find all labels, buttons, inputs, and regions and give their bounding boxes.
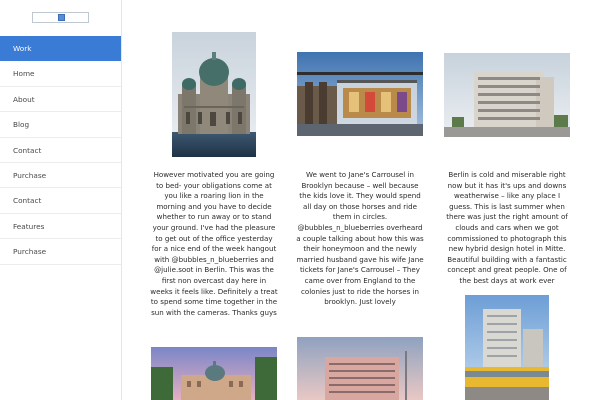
nav-item-blog[interactable]: Blog [0, 112, 121, 137]
photo-tower-tram[interactable] [465, 295, 549, 400]
sidebar [0, 0, 122, 400]
nav-item-work[interactable]: Work [0, 36, 121, 61]
post-caption-1: However motivated you are going to bed- your obligations come at you like a roaring lion in the morning and you have to decide whether to run away or to stand your ground. I've had the pleasure to get out of the office yesterday for a nice end of the week hangout with @bubbles_n_blueberries and @julie.soot in Berlin. This was the first non overcast day here in weeks it feels like. Definitely a treat to spend some time together in the sun with the cameras. Thanks guys [150, 170, 278, 317]
photo-hotel-building[interactable] [444, 53, 570, 137]
main-nav [0, 36, 121, 265]
nav-item-purchase[interactable]: Purchase [0, 163, 121, 188]
nav-item-contact[interactable]: Contact [0, 138, 121, 163]
photo-pink-building[interactable] [297, 337, 423, 400]
logo-icon [58, 14, 65, 21]
post-caption-3: Berlin is cold and miserable right now but it has it's ups and downs weatherwise – like any place I guess. This is last summer when there was just the right amount of clouds and cars when we got commissioned to photograph this new hybrid design hotel in Mitte. Beautiful building with a fantastic concept and great people. One of the best days at work ever [446, 170, 568, 285]
nav-item-purchase-2[interactable]: Purchase [0, 239, 121, 264]
site-logo[interactable] [32, 12, 89, 23]
photo-berlin-cathedral[interactable] [172, 32, 256, 157]
post-caption-2: We went to Jane's Carrousel in Brooklyn because – well because the kids love it. They would spend all day on those horses and ride them in circles. @bubbles_n_blueberries overheard a couple talking about how this was their honeymoon and the newly married husband gave his wife Jane tickets for Jane's Carrousel – They came over from England to the colonies just to ride the horses in brooklyn. Just lovely [296, 170, 424, 307]
nav-item-features[interactable]: Features [0, 214, 121, 239]
nav-item-home[interactable]: Home [0, 61, 121, 86]
nav-item-about[interactable]: About [0, 87, 121, 112]
photo-janes-carrousel[interactable] [297, 52, 423, 136]
nav-item-contact-2[interactable]: Contact [0, 188, 121, 213]
portfolio-grid [122, 0, 600, 400]
photo-palace-building[interactable] [151, 347, 277, 400]
